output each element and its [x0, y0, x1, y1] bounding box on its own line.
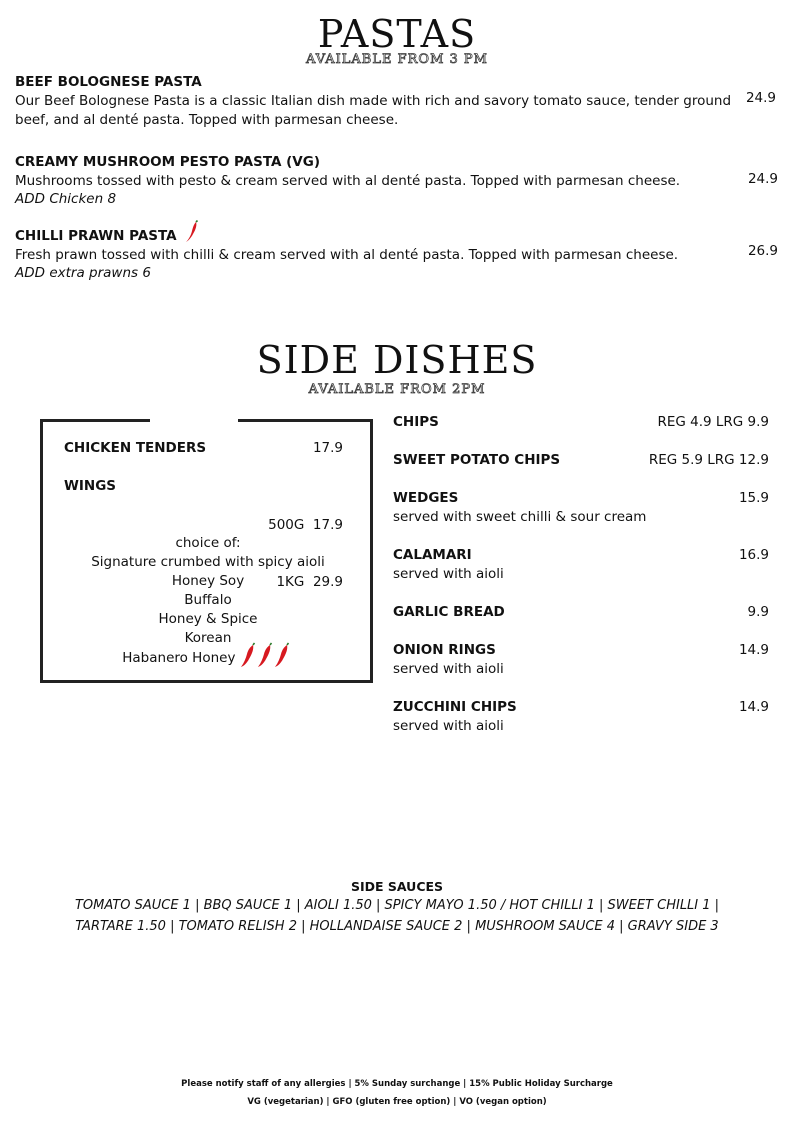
side-price: 15.9: [738, 490, 769, 506]
sides-title: SIDE DISHES: [256, 338, 538, 382]
pastas-title: PASTAS: [317, 12, 477, 56]
box-top-edge: [238, 419, 373, 422]
pasta-desc: Mushrooms tossed with pesto & cream served with al denté pasta. Topped with parmesan cheese.: [15, 173, 681, 189]
side-price: REG 4.9 LRG 9.9: [657, 414, 769, 430]
pasta-name: CREAMY MUSHROOM PESTO PASTA (VG): [15, 154, 321, 170]
wings-name: WINGS: [64, 478, 117, 494]
box-top-edge: [40, 419, 150, 422]
pasta-name: BEEF BOLOGNESE PASTA: [15, 74, 202, 90]
side-desc: served with aioli: [393, 566, 504, 582]
side-price: REG 5.9 LRG 12.9: [648, 452, 769, 468]
wings-price: 500G 17.9 1KG 29.9: [268, 517, 343, 590]
sides-subtitle: AVAILABLE FROM 2PM: [308, 382, 486, 397]
side-desc: served with aioli: [393, 718, 504, 734]
side-name: GARLIC BREAD: [393, 604, 505, 620]
side-price: 9.9: [747, 604, 769, 620]
sauces-list: TOMATO SAUCE 1 | BBQ SAUCE 1 | AIOLI 1.50 | SPICY MAYO 1.50 / HOT CHILLI 1 | SWEET CHILLI 1 | TARTARE 1.50 | TOMATO RELISH 2 | HOLLANDAISE SAUCE 2 | MUSHROOM SAUCE 4 | GRAVY SIDE 3: [74, 898, 720, 934]
side-desc: served with aioli: [393, 661, 504, 677]
side-price: 16.9: [738, 547, 769, 563]
side-name: CHIPS: [393, 414, 439, 430]
tenders-name: CHICKEN TENDERS: [64, 440, 207, 456]
sauces-title: SIDE SAUCES: [350, 879, 444, 894]
pastas-subtitle: AVAILABLE FROM 3 PM: [306, 52, 488, 67]
side-name: ONION RINGS: [393, 642, 496, 658]
pasta-addon: ADD extra prawns 6: [15, 265, 151, 281]
pasta-price: 24.9: [747, 171, 778, 187]
side-name: WEDGES: [393, 490, 459, 506]
side-name: CALAMARI: [393, 547, 472, 563]
tenders-price: 17.9: [312, 440, 343, 456]
footer-notes: Please notify staff of any allergies | 5% Sunday surchange | 15% Public Holiday Surcharge VG (vegetarian) | GFO (gluten free option) | VO (vegan option): [181, 1079, 613, 1107]
chili-pepper-icon: [240, 642, 294, 668]
pasta-price: 26.9: [747, 243, 778, 259]
chili-pepper-icon: [185, 220, 199, 244]
side-price: 14.9: [738, 642, 769, 658]
pasta-desc: Our Beef Bolognese Pasta is a classic Italian dish made with rich and savory tomato sauce, tender ground beef, and al denté pasta. Topped with parmesan cheese.: [15, 93, 732, 128]
side-desc: served with sweet chilli & sour cream: [393, 509, 647, 525]
side-price: 14.9: [738, 699, 769, 715]
side-name: SWEET POTATO CHIPS: [393, 452, 561, 468]
pasta-desc: Fresh prawn tossed with chilli & cream served with al denté pasta. Topped with parmesan cheese.: [15, 247, 679, 263]
wing-flavour-list: choice of: Signature crumbed with spicy aioli Honey Soy Buffalo Honey & Spice Korean Habanero Honey: [91, 535, 325, 666]
pasta-name: CHILLI PRAWN PASTA: [15, 228, 199, 244]
pasta-addon: ADD Chicken 8: [15, 191, 117, 207]
side-name: ZUCCHINI CHIPS: [393, 699, 517, 715]
pasta-price: 24.9: [745, 90, 776, 106]
